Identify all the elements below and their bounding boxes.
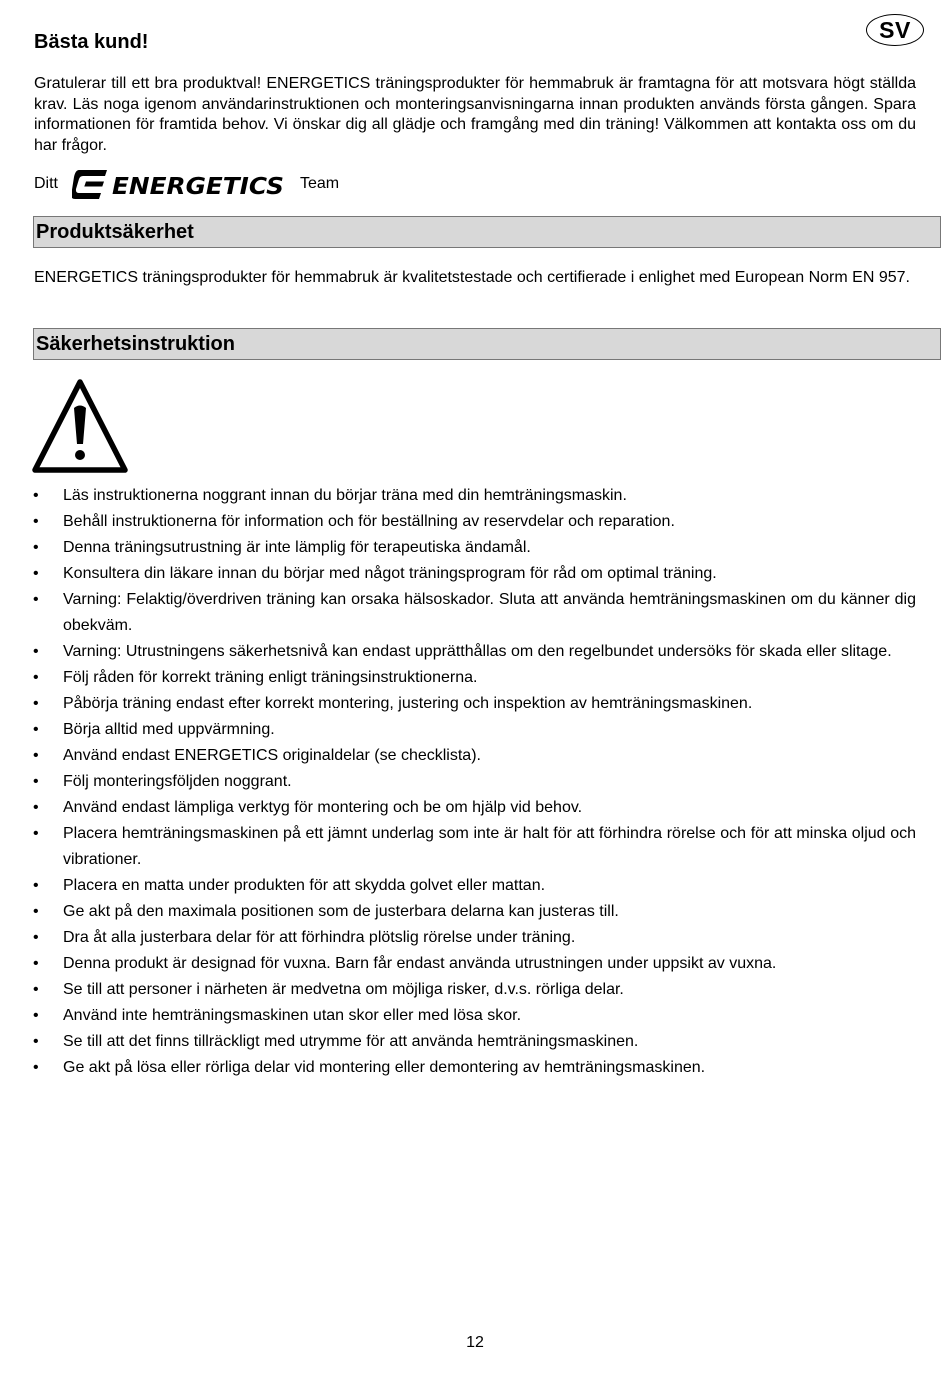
- list-item: • Placera en matta under produkten för att skydda golvet eller mattan.: [30, 873, 916, 899]
- list-item: • Dra åt alla justerbara delar för att förhindra plötslig rörelse under träning.: [30, 925, 916, 951]
- language-badge: SV: [866, 14, 924, 46]
- list-item: • Läs instruktionerna noggrant innan du börjar träna med din hemträningsmaskin.: [30, 483, 916, 509]
- intro-section: [34, 74, 916, 156]
- list-item: • Se till att det finns tillräckligt med utrymme för att använda hemträningsmaskinen.: [30, 1029, 916, 1055]
- energetics-logo: [72, 168, 286, 200]
- signature-suffix: Team: [300, 175, 340, 192]
- list-item: • Påbörja träning endast efter korrekt montering, justering och inspektion av hemträningsmaskinen.: [30, 691, 916, 717]
- list-item: • Varning: Felaktig/överdriven träning kan orsaka hälsoskador. Sluta att använda hemträningsmaskinen om du känner dig obekväm.: [30, 587, 916, 639]
- list-item: • Denna produkt är designad för vuxna. Barn får endast använda utrustningen under uppsikt av vuxna.: [30, 951, 916, 977]
- list-item: • Behåll instruktionerna för information och för beställning av reservdelar och reparation.: [30, 509, 916, 535]
- list-item: • Denna träningsutrustning är inte lämplig för terapeutiska ändamål.: [30, 535, 916, 561]
- list-item: • Ge akt på lösa eller rörliga delar vid montering eller demontering av hemträningsmaskinen.: [30, 1055, 916, 1081]
- safety-instructions-heading: Säkerhetsinstruktion: [33, 328, 941, 360]
- list-item: • Ge akt på den maximala positionen som de justerbara delarna kan justeras till.: [30, 899, 916, 925]
- list-item: • Konsultera din läkare innan du börjar med något träningsprogram för råd om optimal träning.: [30, 561, 916, 587]
- page-number: 12: [466, 1334, 484, 1351]
- svg-text:ENERGETICS: ENERGETICS: [112, 174, 284, 200]
- list-item: • Använd inte hemträningsmaskinen utan skor eller med lösa skor.: [30, 1003, 916, 1029]
- list-item: • Använd endast ENERGETICS originaldelar (se checklista).: [30, 743, 916, 769]
- signature-prefix: Ditt: [34, 175, 58, 192]
- product-safety-heading: Produktsäkerhet: [33, 216, 941, 248]
- list-item: • Börja alltid med uppvärmning.: [30, 717, 916, 743]
- list-item: • Följ monteringsföljden noggrant.: [30, 769, 916, 795]
- signature-line: [34, 168, 339, 200]
- product-safety-text: ENERGETICS träningsprodukter för hemmabruk är kvalitetstestade och certifierade i enlighet med European Norm EN 957.: [34, 269, 910, 286]
- warning-triangle-icon: [32, 378, 128, 474]
- intro-text: Gratulerar till ett bra produktval! ENERGETICS träningsprodukter för hemmabruk är framtagna för att motsvara högt ställda krav. Läs noga igenom användarinstruktionen och monteringsanvisningarna innan produkten används första gången. Spara informationen för framtida behov. Vi önskar dig all glädje och framgång med din träning! Välkommen att kontakta oss om du har frågor.: [34, 75, 916, 154]
- safety-instructions-list: [30, 483, 916, 1081]
- list-item: • Varning: Utrustningens säkerhetsnivå kan endast upprätthållas om den regelbundet undersöks för skada eller slitage.: [30, 639, 916, 665]
- greeting-heading: Bästa kund!: [34, 31, 149, 53]
- list-item: • Placera hemträningsmaskinen på ett jämnt underlag som inte är halt för att förhindra rörelse och för att minska oljud och vibrationer.: [30, 821, 916, 873]
- list-item: • Följ råden för korrekt träning enligt träningsinstruktionerna.: [30, 665, 916, 691]
- list-item: • Använd endast lämpliga verktyg för montering och be om hjälp vid behov.: [30, 795, 916, 821]
- list-item: • Se till att personer i närheten är medvetna om möjliga risker, d.v.s. rörliga delar.: [30, 977, 916, 1003]
